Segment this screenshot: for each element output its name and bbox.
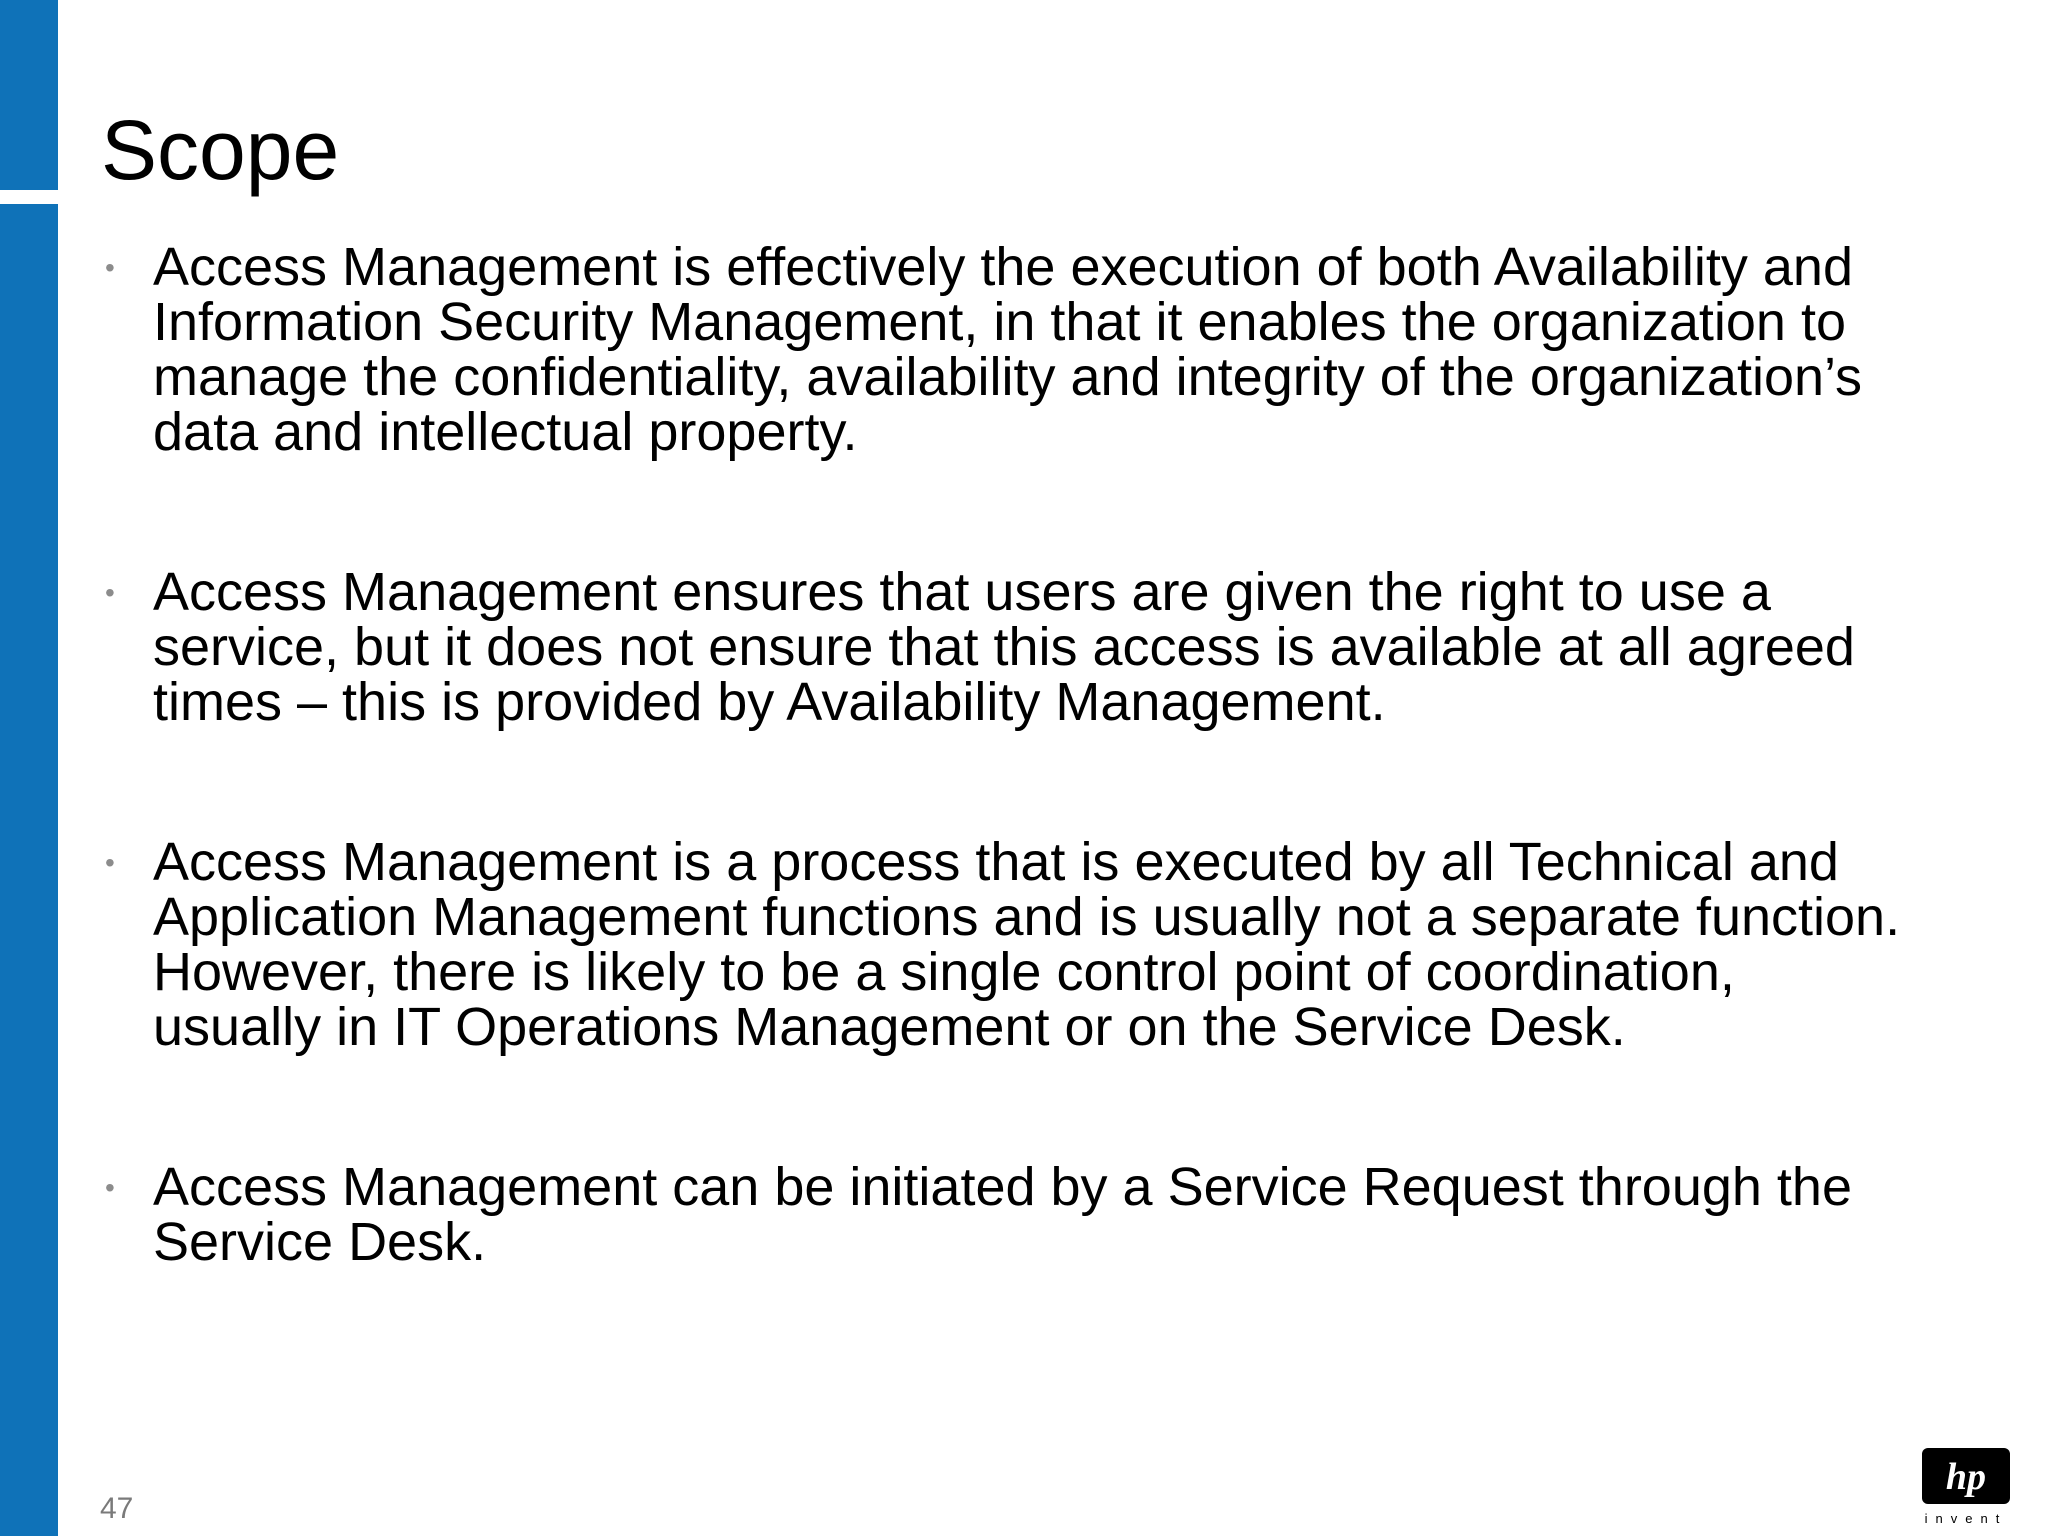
- bullet-icon: •: [105, 1172, 115, 1203]
- bullet-text-line: Access Management can be initiated by a Service Request through the: [153, 1157, 1852, 1217]
- hp-logo-mark: hp: [1945, 1456, 1987, 1498]
- page-number: 47: [100, 1492, 134, 1525]
- bullet-text-line: usually in IT Operations Management or on the Service Desk.: [153, 997, 1626, 1057]
- hp-logo-icon: [1918, 1446, 2014, 1528]
- hp-logo-graphic: [1918, 1446, 2014, 1528]
- bullet-text-line: service, but it does not ensure that this access is available at all agreed: [153, 617, 1855, 677]
- bullet-text-line: Service Desk.: [153, 1212, 487, 1272]
- bullet-item: [101, 237, 2021, 462]
- bullet-text-line: manage the confidentiality, availability and integrity of the organization’s: [153, 347, 1863, 407]
- bullet-text-line: times – this is provided by Availability Management.: [153, 672, 1386, 732]
- bullet-text-line: Information Security Management, in that it enables the organization to: [153, 292, 1846, 352]
- bullet-text-line: Access Management ensures that users are given the right to use a: [153, 562, 1771, 622]
- bullet-icon: •: [105, 252, 115, 283]
- bullet-item: [101, 832, 2021, 1057]
- bullet-icon: •: [105, 577, 115, 608]
- bullet-text-line: data and intellectual property.: [153, 402, 858, 462]
- bullet-text-line: Application Management functions and is usually not a separate function.: [153, 887, 1901, 947]
- bullet-text-line: Access Management is effectively the execution of both Availability and: [153, 237, 1853, 297]
- bullet-list: [101, 237, 2021, 1272]
- accent-bar-top: [0, 0, 58, 190]
- bullet-icon: •: [105, 847, 115, 878]
- bullet-text-line: Access Management is a process that is executed by all Technical and: [153, 832, 1839, 892]
- slide-title: Scope: [101, 103, 340, 197]
- accent-bar-bottom: [0, 204, 58, 1536]
- bullet-text-line: However, there is likely to be a single control point of coordination,: [153, 942, 1735, 1002]
- hp-logo-tagline: invent: [1924, 1511, 2008, 1526]
- bullet-item: [101, 1157, 2021, 1272]
- bullet-item: [101, 562, 2021, 732]
